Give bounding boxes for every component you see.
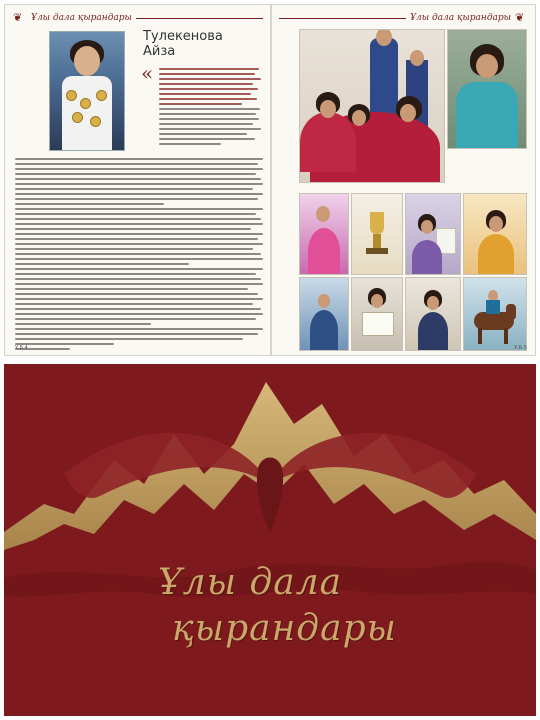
quote-mark-icon: « — [141, 61, 154, 85]
person-given-name: Айза — [143, 44, 176, 59]
gallery-photo-7 — [405, 277, 461, 351]
eagle-body-icon — [257, 458, 283, 533]
quote-text-lines — [143, 68, 263, 145]
article-body-text — [15, 155, 263, 353]
eagle-ornament-icon: ❦ — [13, 11, 23, 24]
left-page — [5, 5, 271, 355]
header-rule — [136, 18, 263, 19]
left-running-head — [13, 11, 263, 25]
trophy-icon — [370, 212, 384, 234]
magazine-spread — [4, 4, 536, 356]
mountain-eagle-illustration — [4, 364, 536, 716]
diploma-icon — [362, 312, 394, 336]
cover-title-line-1: Ұлы дала — [158, 562, 343, 603]
eagle-ornament-icon: ❦ — [515, 11, 525, 24]
gallery-photo-1 — [299, 193, 349, 275]
right-running-head — [279, 11, 529, 25]
medal-icon — [80, 98, 91, 109]
cover-title-line-2: қырандары — [172, 608, 397, 649]
article-heading — [143, 29, 263, 59]
medal-icon — [66, 90, 77, 101]
gallery-photo-horse — [463, 277, 527, 351]
left-page-number: У.Б.4 — [15, 345, 28, 351]
running-title: Ұлы дала қырандары — [410, 13, 511, 23]
medal-icon — [90, 116, 101, 127]
gallery-photo-trophy — [351, 193, 403, 275]
person-surname: Тулекенова — [143, 29, 223, 44]
medal-icon — [96, 90, 107, 101]
gallery-photo-5 — [299, 277, 349, 351]
running-title: Ұлы дала қырандары — [31, 13, 132, 23]
header-rule — [279, 18, 406, 19]
medal-icon — [72, 112, 83, 123]
family-photo — [299, 29, 445, 183]
right-page-number: У.Б.5 — [514, 345, 527, 351]
portrait-photo — [49, 31, 125, 151]
cover-panel — [4, 364, 536, 716]
gallery-photo-4 — [463, 193, 527, 275]
gallery-photo-6 — [351, 277, 403, 351]
right-page — [271, 5, 536, 355]
portrait-photo-blue-dress — [447, 29, 527, 149]
lead-quote — [141, 61, 263, 148]
cover-title — [158, 560, 458, 652]
gallery-photo-3 — [405, 193, 461, 275]
